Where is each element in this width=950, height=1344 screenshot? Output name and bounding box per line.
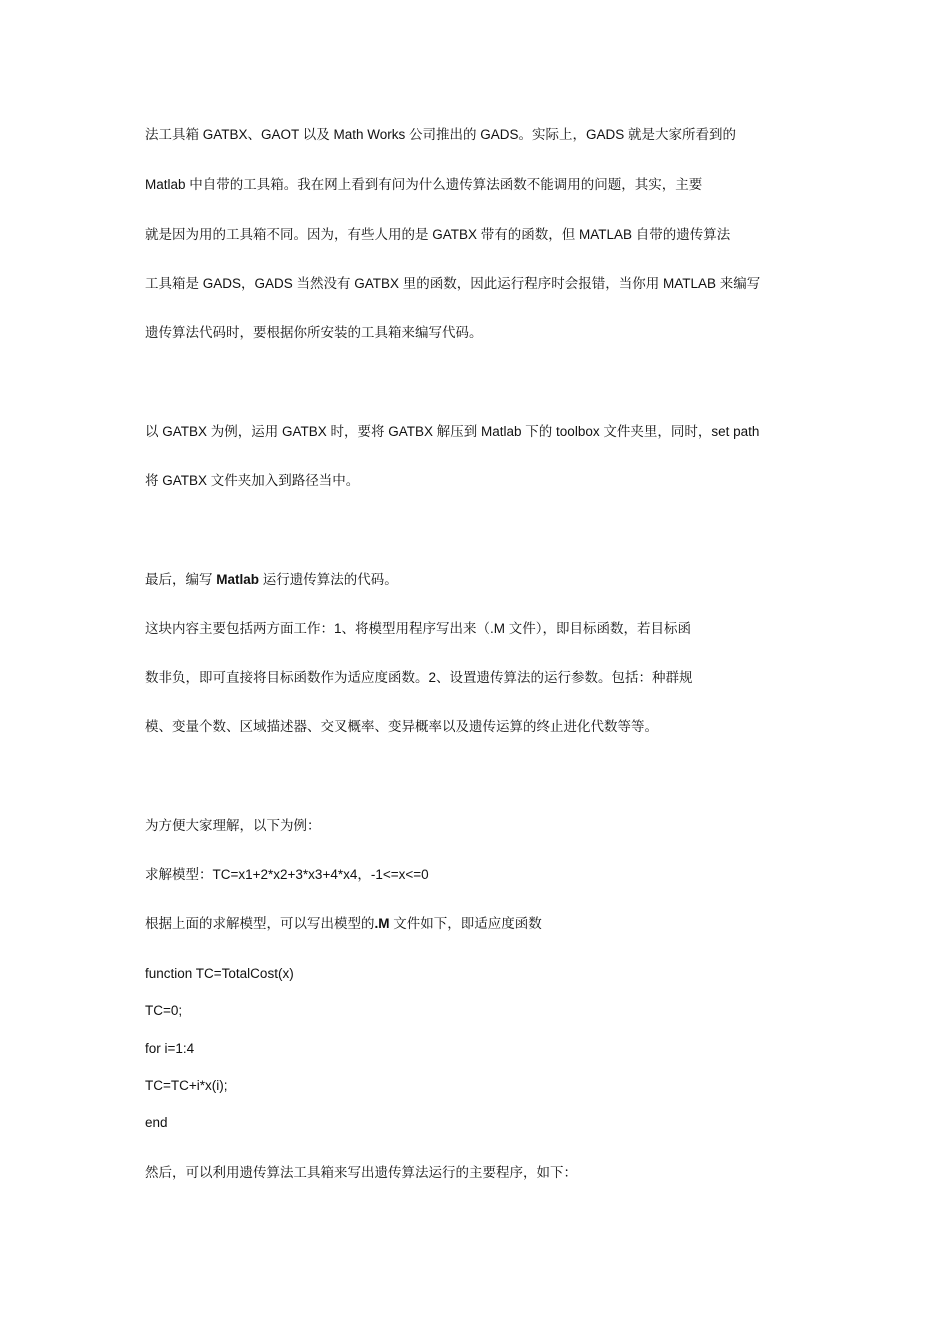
paragraph-4-line-3-bold: .M xyxy=(374,916,390,931)
code-line-4: TC=TC+i*x(i); xyxy=(145,1078,228,1093)
code-line-5: end xyxy=(145,1115,168,1130)
paragraph-1-line-4: 工具箱是 GADS，GADS 当然没有 GATBX 里的函数，因此运行程序时会报错，当你用 MATLAB 来编写 xyxy=(145,276,761,291)
paragraph-1-line-3: 就是因为用的工具箱不同。因为，有些人用的是 GATBX 带有的函数，但 MATLAB 自带的遗传算法 xyxy=(145,227,731,242)
paragraph-4-line-3-post: 文件如下，即适应度函数 xyxy=(389,916,542,931)
paragraph-3-line-1-post: 运行遗传算法的代码。 xyxy=(259,572,398,587)
code-line-1: function TC=TotalCost(x) xyxy=(145,966,294,981)
code-line-3: for i=1:4 xyxy=(145,1041,195,1056)
paragraph-1-line-1: 法工具箱 GATBX、GAOT 以及 Math Works 公司推出的 GADS。实际上，GADS 就是大家所看到的 xyxy=(145,127,737,142)
model-equation: 求解模型：TC=x1+2*x2+3*x3+4*x4，-1<=x<=0 xyxy=(145,867,429,882)
paragraph-3-line-1 xyxy=(145,570,398,590)
paragraph-3-line-2: 这块内容主要包括两方面工作：1、将模型用程序写出来（.M 文件），即目标函数，若目标函 xyxy=(145,621,692,636)
paragraph-4-line-3-pre: 根据上面的求解模型，可以写出模型的 xyxy=(145,916,375,931)
paragraph-3-line-3: 数非负，即可直接将目标函数作为适应度函数。2、设置遗传算法的运行参数。包括：种群规 xyxy=(145,670,693,685)
closing-line: 然后，可以利用遗传算法工具箱来写出遗传算法运行的主要程序，如下： xyxy=(145,1165,577,1180)
paragraph-3-line-1-pre: 最后，编写 xyxy=(145,572,217,587)
paragraph-2-line-1: 以 GATBX 为例，运用 GATBX 时，要将 GATBX 解压到 Matlab 下的 toolbox 文件夹里，同时，set path xyxy=(145,424,760,439)
paragraph-3-line-1-bold: Matlab xyxy=(216,572,260,587)
paragraph-2-line-2: 将 GATBX 文件夹加入到路径当中。 xyxy=(145,473,360,488)
paragraph-4-line-3 xyxy=(145,914,542,934)
paragraph-1-line-2: Matlab 中自带的工具箱。我在网上看到有问为什么遗传算法函数不能调用的问题，其实，主要 xyxy=(145,177,703,192)
code-line-2: TC=0; xyxy=(145,1003,183,1018)
paragraph-1-line-5: 遗传算法代码时，要根据你所安装的工具箱来编写代码。 xyxy=(145,325,483,340)
paragraph-4-line-1: 为方便大家理解，以下为例： xyxy=(145,818,321,833)
paragraph-3-line-4: 模、变量个数、区域描述器、交叉概率、变异概率以及遗传运算的终止进化代数等等。 xyxy=(145,719,658,734)
